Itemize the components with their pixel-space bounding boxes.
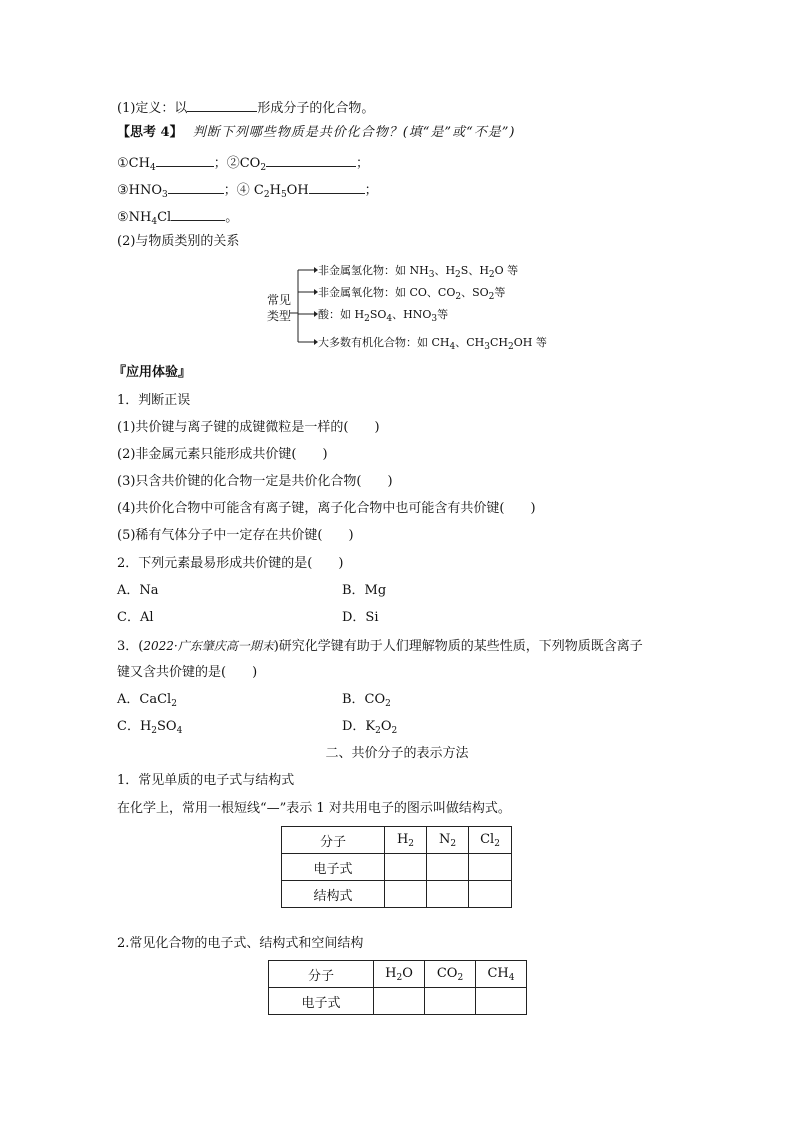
elements-table xyxy=(281,826,512,908)
text: 酸：如 H xyxy=(318,308,365,321)
text: 非金属氧化物：如 CO、CO xyxy=(318,286,456,299)
sub: 2 xyxy=(260,163,267,173)
sub: 5 xyxy=(280,190,287,200)
q3-title xyxy=(117,637,643,656)
circle-num-3: ③ xyxy=(117,183,129,198)
table-header-ch4 xyxy=(476,961,527,988)
sub: 2 xyxy=(457,972,464,983)
think-4-tag: 【思考 4】 xyxy=(117,125,183,140)
sub: 4 xyxy=(449,342,456,352)
sub: 2 xyxy=(488,292,495,302)
judge-4[interactable]: (4)共价化合物中可能含有离子键，离子化合物中也可能含有共价键( ) xyxy=(117,501,536,516)
q3-option-d[interactable] xyxy=(342,718,397,740)
text: N xyxy=(438,831,451,847)
table-cell-blank[interactable] xyxy=(476,988,527,1015)
sub: 4 xyxy=(176,726,183,736)
text: 大多数有机化合物：如 CH xyxy=(318,336,450,349)
table-row xyxy=(269,988,527,1015)
q2-option-b[interactable]: B．Mg xyxy=(342,583,387,598)
sub: 2 xyxy=(455,270,461,280)
text: O 等 xyxy=(494,264,519,277)
circle-num-1: ① xyxy=(117,156,129,171)
text: 、SO xyxy=(461,286,489,299)
text: 、CH xyxy=(455,336,485,349)
brace-lines xyxy=(290,262,320,348)
row-label-electron-formula: 电子式 xyxy=(269,988,374,1015)
table-header-n2 xyxy=(427,827,469,854)
table-cell-blank[interactable] xyxy=(427,854,469,881)
table-header-molecule: 分子 xyxy=(269,961,374,988)
table-row xyxy=(282,827,512,854)
table-row xyxy=(282,881,512,908)
table-row xyxy=(282,854,512,881)
text: S、H xyxy=(460,264,489,277)
end-mark: ； xyxy=(356,156,370,171)
blank-hno3[interactable] xyxy=(168,179,224,194)
q2-option-d[interactable]: D．Si xyxy=(342,610,379,625)
blank-co2[interactable] xyxy=(266,152,356,167)
sub: 3 xyxy=(428,270,435,280)
text: Cl xyxy=(480,831,495,847)
text: H xyxy=(385,965,397,981)
sub: 2 xyxy=(263,190,270,200)
diagram-branch-acids xyxy=(318,306,448,324)
structural-formula-definition: 在化学上，常用一根短线“—”表示 1 对共用电子的图示叫做结构式。 xyxy=(117,801,511,816)
question-row-c xyxy=(117,206,238,231)
sub: 2 xyxy=(488,270,495,280)
text: A．CaCl xyxy=(117,692,172,707)
row-label-electron-formula: 电子式 xyxy=(282,854,385,881)
q2-title: 2．下列元素最易形成共价键的是( ) xyxy=(117,556,344,571)
sub: 2 xyxy=(151,726,158,736)
sub: 3 xyxy=(162,190,168,200)
diagram-branch-hydrides xyxy=(318,262,518,280)
q1-title: 1．判断正误 xyxy=(117,393,191,408)
text: 等 xyxy=(494,286,506,299)
sub: 2 xyxy=(508,342,514,352)
sub: 3 xyxy=(484,342,490,352)
text: SO xyxy=(369,308,387,321)
formula-part: C xyxy=(253,183,264,198)
sub: 2 xyxy=(171,699,177,709)
text: 、H xyxy=(434,264,456,277)
question-row-b xyxy=(117,179,378,204)
definition-prefix: (1)定义：以 xyxy=(117,101,188,116)
sub: 2 xyxy=(396,972,403,983)
q3-source: 2022·广东肇庆高一期末 xyxy=(143,639,274,653)
definition-line xyxy=(117,97,374,118)
question-row-a xyxy=(117,152,369,177)
sub: 4 xyxy=(386,314,393,324)
relation-heading: (2)与物质类别的关系 xyxy=(117,234,240,249)
table-row xyxy=(269,961,527,988)
formula-co2: CO xyxy=(239,156,261,171)
think-4-text: 判断下列哪些物质是共价化合物？(填“是”或“不是”) xyxy=(192,125,516,140)
table-cell-blank[interactable] xyxy=(469,881,512,908)
text: OH 等 xyxy=(513,336,547,349)
think-4-line xyxy=(117,124,515,142)
separator: ；④ xyxy=(223,183,254,198)
text: CH xyxy=(490,336,509,349)
sub: 2 xyxy=(408,838,415,849)
sub: 4 xyxy=(508,972,515,983)
q3-option-a[interactable] xyxy=(117,691,177,713)
circle-num-5: ⑤ xyxy=(117,210,129,225)
text: )研究化学键有助于人们理解物质的某些性质，下列物质既含离子 xyxy=(273,639,643,654)
sub: 4 xyxy=(151,217,158,227)
row-label-structural-formula: 结构式 xyxy=(282,881,385,908)
sub: 3 xyxy=(431,314,438,324)
formula-part: H xyxy=(269,183,281,198)
q3-option-c[interactable] xyxy=(117,718,182,740)
table-header-co2 xyxy=(425,961,476,988)
text: 等 xyxy=(437,308,449,321)
judge-1[interactable]: (1)共价键与离子键的成键微粒是一样的( ) xyxy=(117,420,380,435)
sub: 2 xyxy=(364,314,370,324)
judge-5[interactable]: (5)稀有气体分子中一定存在共价键( ) xyxy=(117,528,354,543)
q2-option-a[interactable]: A．Na xyxy=(117,583,159,598)
blank-ch4[interactable] xyxy=(156,152,214,167)
table-header-h2 xyxy=(385,827,427,854)
diagram-label-type: 类型 xyxy=(267,309,292,323)
formula-nh4cl: NH xyxy=(128,210,152,225)
table-cell-blank[interactable] xyxy=(427,881,469,908)
sub: 2 xyxy=(375,726,381,736)
text: H xyxy=(396,831,409,847)
judge-3[interactable]: (3)只含共价键的化合物一定是共价化合物( ) xyxy=(117,474,393,489)
text: 、HNO xyxy=(392,308,432,321)
text: O xyxy=(380,719,392,734)
table-cell-blank[interactable] xyxy=(374,988,425,1015)
separator: ；② xyxy=(213,156,240,171)
compounds-table xyxy=(268,960,527,1015)
diagram-branch-oxides xyxy=(318,284,505,302)
sub: 2 xyxy=(450,838,457,849)
sub: 4 xyxy=(149,163,156,173)
section-2-title: 二、共价分子的表示方法 xyxy=(325,746,469,761)
text: 3．( xyxy=(117,639,144,654)
text: C．H xyxy=(117,719,152,734)
q3-option-b[interactable] xyxy=(342,691,391,713)
blank-nh4cl[interactable] xyxy=(171,206,225,221)
q3-title-line2: 键又含共价键的是( ) xyxy=(117,665,258,680)
end-mark: ； xyxy=(364,183,378,198)
blank-c2h5oh[interactable] xyxy=(309,179,365,194)
table-cell-blank[interactable] xyxy=(385,881,427,908)
end-mark: 。 xyxy=(225,210,239,225)
text: SO xyxy=(157,719,177,734)
text: B．CO xyxy=(342,692,386,707)
section-2-heading-1: 1．常见单质的电子式与结构式 xyxy=(117,773,295,788)
table-cell-blank[interactable] xyxy=(385,854,427,881)
text: CH xyxy=(487,965,509,981)
q2-option-c[interactable]: C．Al xyxy=(117,610,154,625)
diagram-branch-organics xyxy=(318,334,547,352)
diagram-label-common: 常见 xyxy=(267,293,292,307)
formula-hno3: HNO xyxy=(128,183,163,198)
table-cell-blank[interactable] xyxy=(425,988,476,1015)
text: O xyxy=(402,965,413,981)
formula-part: Cl xyxy=(157,210,172,225)
table-cell-blank[interactable] xyxy=(469,854,512,881)
judge-2[interactable]: (2)非金属元素只能形成共价键( ) xyxy=(117,447,328,462)
text: 非金属氢化物：如 NH xyxy=(318,264,429,277)
sub: 2 xyxy=(455,292,462,302)
table-header-molecule: 分子 xyxy=(282,827,385,854)
formula-c2h5oh: OH xyxy=(286,183,309,198)
table-header-cl2 xyxy=(469,827,512,854)
sub: 2 xyxy=(385,699,391,709)
definition-suffix: 形成分子的化合物。 xyxy=(257,101,375,116)
text: CO xyxy=(436,965,458,981)
formula-ch4: CH xyxy=(128,156,150,171)
sub: 2 xyxy=(494,838,500,849)
sub: 2 xyxy=(391,726,398,736)
section-2-heading-2: 2.常见化合物的电子式、结构式和空间结构 xyxy=(117,936,364,951)
table-header-h2o xyxy=(374,961,425,988)
text: D．K xyxy=(342,719,376,734)
definition-blank[interactable] xyxy=(187,97,257,112)
apply-heading: 『应用体验』 xyxy=(113,365,192,380)
